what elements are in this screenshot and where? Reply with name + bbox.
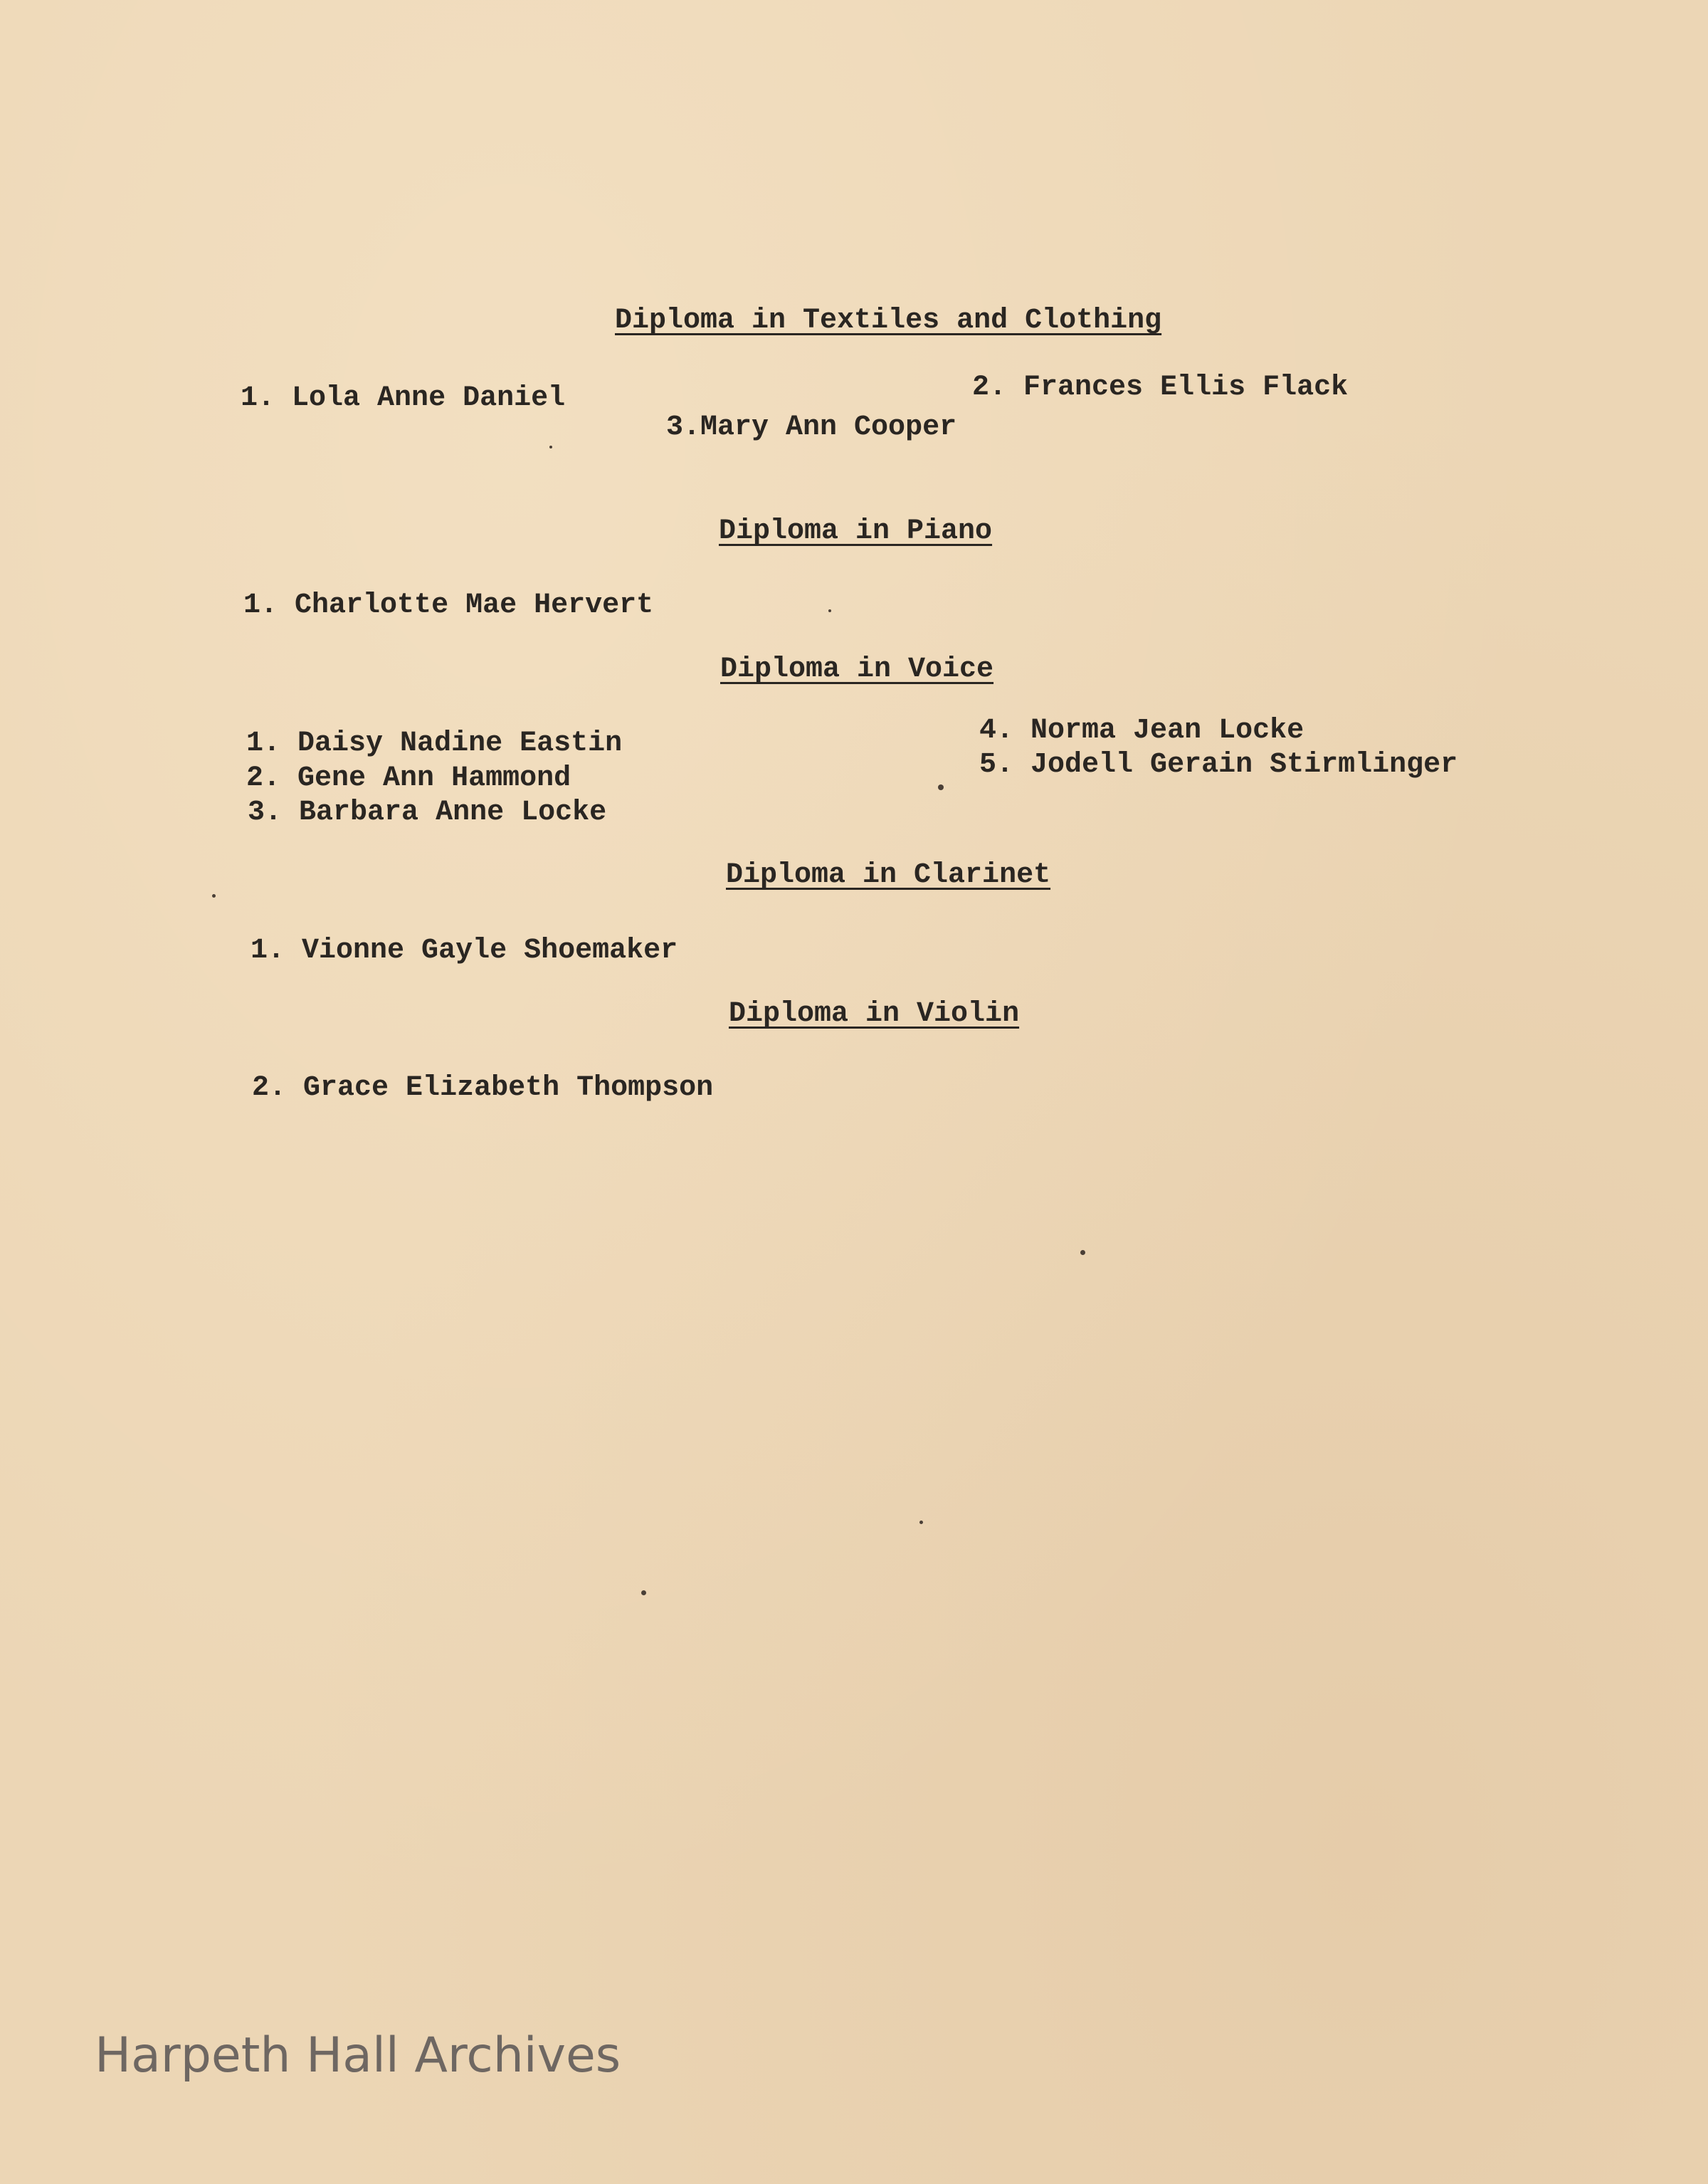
textiles-entry-2: [972, 372, 1348, 404]
voice-entry-5: [979, 749, 1457, 781]
entry-name: Gene Ann Hammond: [297, 762, 571, 794]
entry-number: 1.: [243, 589, 278, 621]
textiles-entry-1: [241, 382, 565, 414]
entry-number: 1.: [251, 935, 285, 967]
paper-speck: [938, 784, 944, 790]
paper-speck: [212, 894, 216, 898]
paper-speck: [919, 1521, 923, 1524]
entry-number: 2.: [252, 1072, 287, 1104]
entry-number: 2.: [246, 762, 281, 794]
entry-name: Barbara Anne Locke: [299, 797, 607, 829]
entry-number: 5.: [979, 749, 1014, 781]
entry-name: Frances Ellis Flack: [1023, 372, 1349, 404]
violin-entry-1: [252, 1072, 713, 1104]
paper-speck: [641, 1590, 646, 1595]
entry-name: Daisy Nadine Eastin: [297, 728, 623, 760]
entry-number: 3.: [248, 797, 283, 829]
entry-name: Grace Elizabeth Thompson: [303, 1072, 714, 1104]
entry-name: Norma Jean Locke: [1030, 715, 1304, 747]
textiles-entry-3: [666, 411, 956, 443]
heading-clarinet: Diploma in Clarinet: [726, 859, 1051, 891]
entry-number: 1.: [246, 728, 281, 760]
paper-speck: [1080, 1250, 1085, 1255]
paper-speck: [828, 609, 831, 612]
piano-entry-1: [243, 589, 653, 621]
entry-number: 3.: [666, 411, 701, 443]
voice-entry-1: [246, 728, 622, 760]
voice-entry-3: [248, 797, 606, 829]
heading-violin: Diploma in Violin: [729, 998, 1020, 1030]
entry-number: 1.: [241, 382, 275, 414]
heading-piano: Diploma in Piano: [719, 515, 993, 547]
entry-number: 4.: [979, 715, 1014, 747]
entry-name: Charlotte Mae Hervert: [295, 589, 654, 621]
entry-number: 2.: [972, 372, 1007, 404]
archive-watermark: Harpeth Hall Archives: [95, 2027, 621, 2084]
paper-speck: [549, 446, 552, 448]
heading-textiles-clothing: Diploma in Textiles and Clothing: [615, 305, 1162, 337]
clarinet-entry-1: [251, 935, 678, 967]
voice-entry-2: [246, 762, 571, 794]
entry-name: Lola Anne Daniel: [292, 382, 566, 414]
entry-name: Mary Ann Cooper: [700, 411, 957, 443]
entry-name: Jodell Gerain Stirmlinger: [1030, 749, 1458, 781]
entry-name: Vionne Gayle Shoemaker: [302, 935, 678, 967]
heading-voice: Diploma in Voice: [720, 653, 994, 686]
voice-entry-4: [979, 715, 1304, 747]
